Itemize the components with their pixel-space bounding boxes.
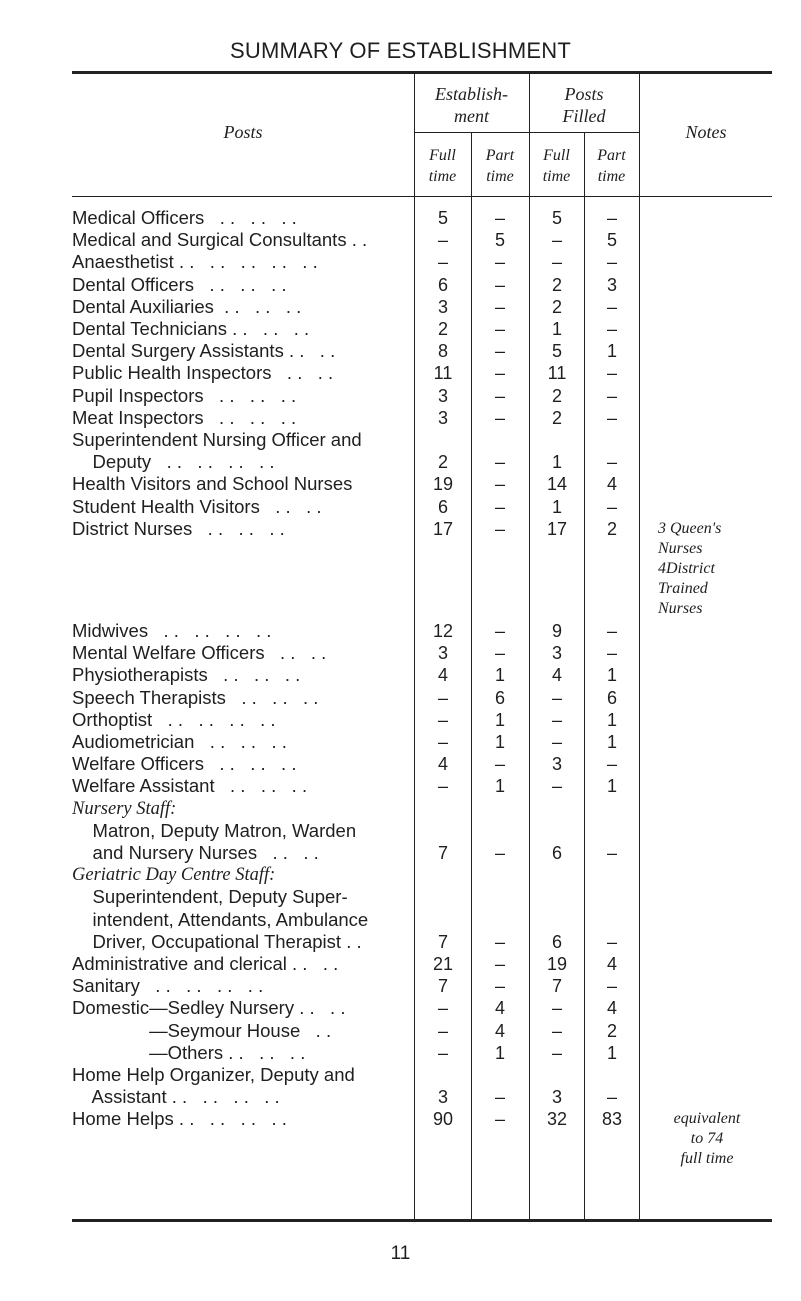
row-note-line: Nurses: [658, 539, 703, 557]
est-full-time-header: [414, 145, 471, 187]
cell-filled-full: 2: [551, 385, 562, 406]
row-note-line: to 74: [690, 1130, 724, 1148]
cell-filled-part: 83: [601, 1109, 623, 1130]
cell-est-part: –: [494, 452, 505, 473]
post-label: Welfare Assistant . . . . . .: [72, 775, 308, 797]
post-label: Superintendent Nursing Officer and: [72, 429, 362, 450]
column-divider-3: [529, 74, 530, 1219]
header-bottom-rule: [72, 196, 772, 197]
page-title: SUMMARY OF ESTABLISHMENT: [230, 38, 571, 63]
cell-est-full: 6: [437, 496, 448, 517]
cell-filled-part: –: [606, 931, 617, 952]
post-label: Dental Technicians . . . . . .: [72, 318, 310, 339]
cell-filled-full: –: [551, 776, 562, 797]
post-label: Health Visitors and School Nurses: [72, 473, 353, 495]
cell-est-part: –: [494, 976, 505, 997]
cell-filled-part: 1: [606, 776, 617, 797]
cell-filled-full: 4: [551, 665, 562, 686]
cell-est-full: 4: [437, 754, 448, 775]
cell-est-part: –: [494, 363, 505, 384]
cell-filled-part: 3: [606, 274, 617, 295]
cell-filled-full: –: [551, 732, 562, 752]
cell-filled-full: 1: [551, 496, 562, 517]
post-label: Driver, Occupational Therapist . .: [72, 930, 362, 952]
post-label: Home Help Organizer, Deputy and: [72, 1064, 355, 1085]
post-label: intendent, Attendants, Ambulance: [72, 908, 369, 930]
cell-est-part: –: [494, 274, 505, 295]
post-label: Anaesthetist . . . . . . . . . .: [72, 251, 318, 273]
cell-filled-full: 3: [551, 754, 562, 775]
cell-est-full: 4: [437, 665, 448, 686]
cell-filled-part: 2: [606, 518, 617, 539]
post-label: Nursery Staff:: [72, 798, 177, 819]
row-note: [648, 1109, 766, 1169]
cell-est-full: 19: [432, 474, 454, 495]
post-label: Medical and Surgical Consultants . .: [72, 229, 368, 251]
cell-filled-full: 2: [551, 407, 562, 428]
cell-filled-full: –: [551, 1042, 562, 1063]
cell-est-part: –: [494, 1087, 505, 1108]
cell-filled-part: –: [606, 1087, 617, 1108]
cell-est-part: 4: [494, 998, 505, 1019]
posts-header: Posts: [223, 122, 263, 142]
cell-filled-full: –: [551, 1020, 562, 1041]
cell-filled-part: –: [606, 496, 617, 517]
cell-est-full: 12: [432, 621, 454, 641]
cell-filled-part: –: [606, 385, 617, 406]
post-label: Pupil Inspectors . . . . . .: [72, 384, 297, 406]
cell-filled-full: –: [551, 687, 562, 708]
cell-filled-full: 7: [551, 976, 562, 997]
cell-filled-full: 6: [551, 843, 562, 863]
cell-est-full: 2: [437, 452, 448, 473]
cell-filled-part: 4: [606, 998, 617, 1019]
cell-filled-part: –: [606, 319, 617, 339]
post-label: Meat Inspectors . . . . . .: [72, 406, 297, 428]
column-divider-2: [471, 132, 472, 1219]
cell-est-part: –: [494, 385, 505, 406]
cell-est-part: –: [494, 621, 505, 641]
cell-filled-full: –: [551, 252, 562, 273]
cell-filled-part: –: [606, 252, 617, 273]
cell-est-full: 6: [437, 274, 448, 295]
post-label: Home Helps . . . . . . . .: [72, 1108, 287, 1130]
post-label: Audiometrician . . . . . .: [72, 731, 287, 752]
post-label: Assistant . . . . . . . .: [72, 1086, 280, 1108]
cell-est-full: 3: [437, 643, 448, 664]
page-number: 11: [390, 1243, 411, 1264]
post-label: Public Health Inspectors . . . .: [72, 362, 334, 384]
post-label: Dental Surgery Assistants . . . .: [72, 340, 336, 362]
post-label: Sanitary . . . . . . . .: [72, 975, 264, 997]
cell-est-full: 21: [432, 954, 454, 974]
column-divider-1: [414, 74, 415, 1219]
cell-est-full: 90: [432, 1109, 454, 1130]
est-part-time-line-2: time: [486, 168, 514, 185]
bottom-rule: [72, 1219, 772, 1222]
cell-est-full: 7: [437, 931, 448, 952]
cell-filled-full: 14: [546, 474, 568, 495]
cell-est-part: –: [494, 296, 505, 317]
post-label: Speech Therapists . . . . . .: [72, 686, 319, 708]
cell-filled-full: 5: [551, 341, 562, 362]
cell-est-full: –: [437, 732, 448, 752]
cell-est-part: 5: [494, 230, 505, 251]
post-label: District Nurses . . . . . .: [72, 517, 285, 539]
cell-filled-full: 2: [551, 274, 562, 295]
cell-est-full: –: [437, 1020, 448, 1041]
est-part-time-line-1: Part: [485, 147, 515, 164]
cell-est-part: 1: [494, 732, 505, 752]
filled-part-time-header: [584, 145, 639, 187]
filled-full-time-line-1: Full: [543, 147, 570, 164]
cell-est-part: –: [494, 319, 505, 339]
cell-filled-part: 4: [606, 954, 617, 974]
post-label: Administrative and clerical . . . .: [72, 953, 339, 974]
cell-est-full: –: [437, 230, 448, 251]
cell-filled-part: 1: [606, 665, 617, 686]
cell-est-part: –: [494, 1109, 505, 1130]
cell-filled-part: 4: [606, 474, 617, 495]
posts-filled-header-line-1: Posts: [564, 84, 604, 104]
cell-filled-part: –: [606, 754, 617, 775]
cell-est-full: 7: [437, 976, 448, 997]
row-note-line: equivalent: [673, 1110, 741, 1128]
cell-est-part: –: [494, 496, 505, 517]
cell-est-part: –: [494, 208, 505, 228]
cell-est-full: 3: [437, 385, 448, 406]
posts-filled-header-line-2: Filled: [562, 106, 606, 126]
cell-filled-part: –: [606, 363, 617, 384]
cell-est-full: 11: [433, 363, 453, 384]
cell-filled-part: –: [606, 843, 617, 863]
cell-filled-part: –: [606, 976, 617, 997]
post-label: Matron, Deputy Matron, Warden: [72, 819, 357, 841]
post-label: —Seymour House . .: [72, 1019, 332, 1041]
cell-filled-part: 1: [606, 1042, 617, 1063]
cell-est-part: –: [494, 474, 505, 495]
cell-est-part: –: [494, 407, 505, 428]
filled-full-time-line-2: time: [542, 168, 571, 185]
cell-filled-part: 1: [606, 732, 617, 752]
cell-est-full: 3: [437, 407, 448, 428]
est-full-time-line-2: time: [428, 168, 457, 185]
post-label: Superintendent, Deputy Super-: [72, 886, 348, 908]
post-label: Orthoptist . . . . . . . .: [72, 708, 276, 730]
post-label: Medical Officers . . . . . .: [72, 207, 297, 228]
post-label: Geriatric Day Centre Staff:: [72, 865, 276, 886]
cell-filled-part: 6: [606, 687, 617, 708]
cell-filled-full: 19: [546, 954, 568, 974]
cell-est-part: –: [494, 643, 505, 664]
cell-filled-part: 1: [606, 341, 617, 362]
cell-est-part: 4: [494, 1020, 505, 1041]
cell-est-full: –: [437, 687, 448, 708]
row-note-line: Trained: [658, 579, 708, 597]
filled-part-time-line-1: Part: [597, 147, 626, 164]
cell-est-full: 8: [437, 341, 448, 362]
cell-filled-full: –: [551, 709, 562, 730]
cell-est-full: 2: [437, 319, 448, 339]
post-label: Welfare Officers . . . . . .: [72, 753, 297, 775]
establishment-header-line-1: Establish-: [434, 84, 508, 104]
post-label: Deputy . . . . . . . .: [72, 451, 275, 473]
cell-est-full: 3: [437, 1087, 448, 1108]
cell-est-full: –: [437, 709, 448, 730]
post-label: Mental Welfare Officers . . . .: [72, 642, 327, 664]
post-label: Domestic—Sedley Nursery . . . .: [72, 997, 346, 1019]
cell-est-full: 3: [437, 296, 448, 317]
column-divider-5: [639, 74, 640, 1219]
cell-est-full: –: [437, 776, 448, 797]
post-label: Physiotherapists . . . . . .: [72, 664, 301, 686]
cell-filled-part: –: [606, 208, 617, 228]
establishment-header-line-2: ment: [454, 106, 489, 126]
cell-filled-full: 6: [551, 931, 562, 952]
cell-filled-part: –: [606, 643, 617, 664]
post-label: Midwives . . . . . . . .: [72, 620, 272, 641]
cell-est-part: –: [494, 954, 505, 974]
cell-filled-full: 1: [551, 319, 562, 339]
cell-est-full: –: [437, 998, 448, 1019]
filled-part-time-line-2: time: [597, 168, 626, 185]
cell-filled-full: 11: [547, 363, 567, 384]
filled-full-time-header: [529, 145, 584, 187]
cell-est-part: –: [494, 518, 505, 539]
cell-est-part: –: [494, 252, 505, 273]
cell-est-part: –: [494, 341, 505, 362]
post-label: Dental Auxiliaries . . . . . .: [72, 295, 302, 317]
est-part-time-header: [471, 145, 529, 187]
row-note-line: 4District: [658, 559, 715, 577]
column-divider-4: [584, 132, 585, 1219]
cell-est-full: 5: [437, 208, 448, 228]
cell-est-part: –: [494, 843, 505, 863]
cell-filled-full: 17: [546, 518, 568, 539]
cell-est-part: 1: [494, 776, 505, 797]
cell-filled-part: 2: [606, 1020, 617, 1041]
cell-est-full: 7: [437, 843, 448, 863]
cell-filled-full: 5: [551, 208, 562, 228]
cell-filled-full: 1: [551, 452, 562, 473]
post-label: and Nursery Nurses . . . .: [72, 841, 319, 863]
cell-filled-full: 32: [546, 1109, 568, 1130]
establishment-header: [414, 83, 529, 127]
cell-filled-part: –: [606, 296, 617, 317]
cell-est-part: 6: [494, 687, 505, 708]
top-rule: [72, 71, 772, 74]
cell-est-part: –: [494, 754, 505, 775]
cell-filled-full: –: [551, 230, 562, 251]
cell-est-part: 1: [494, 1042, 505, 1063]
cell-filled-full: 3: [551, 643, 562, 664]
cell-filled-full: –: [551, 998, 562, 1019]
cell-filled-part: –: [606, 621, 617, 641]
cell-filled-part: 1: [606, 709, 617, 730]
posts-filled-header: [529, 83, 639, 127]
row-note-line: Nurses: [658, 599, 703, 617]
est-full-time-line-1: Full: [429, 147, 456, 164]
cell-filled-full: 3: [551, 1087, 562, 1108]
row-note: [658, 519, 768, 619]
cell-est-part: –: [494, 931, 505, 952]
cell-est-part: 1: [494, 709, 505, 730]
row-note-line: full time: [680, 1150, 734, 1168]
cell-filled-part: –: [606, 407, 617, 428]
notes-header: Notes: [685, 122, 727, 142]
post-label: —Others . . . . . .: [72, 1041, 306, 1063]
cell-filled-part: 5: [606, 230, 617, 251]
post-label: Dental Officers . . . . . .: [72, 273, 287, 295]
cell-est-full: –: [437, 1042, 448, 1063]
cell-filled-full: 9: [551, 621, 562, 641]
cell-est-full: 17: [432, 518, 454, 539]
cell-est-full: –: [437, 252, 448, 273]
post-label: Student Health Visitors . . . .: [72, 495, 322, 517]
cell-filled-full: 2: [551, 296, 562, 317]
cell-filled-part: –: [606, 452, 617, 473]
cell-est-part: 1: [494, 665, 505, 686]
row-note-line: 3 Queen's: [658, 519, 722, 537]
